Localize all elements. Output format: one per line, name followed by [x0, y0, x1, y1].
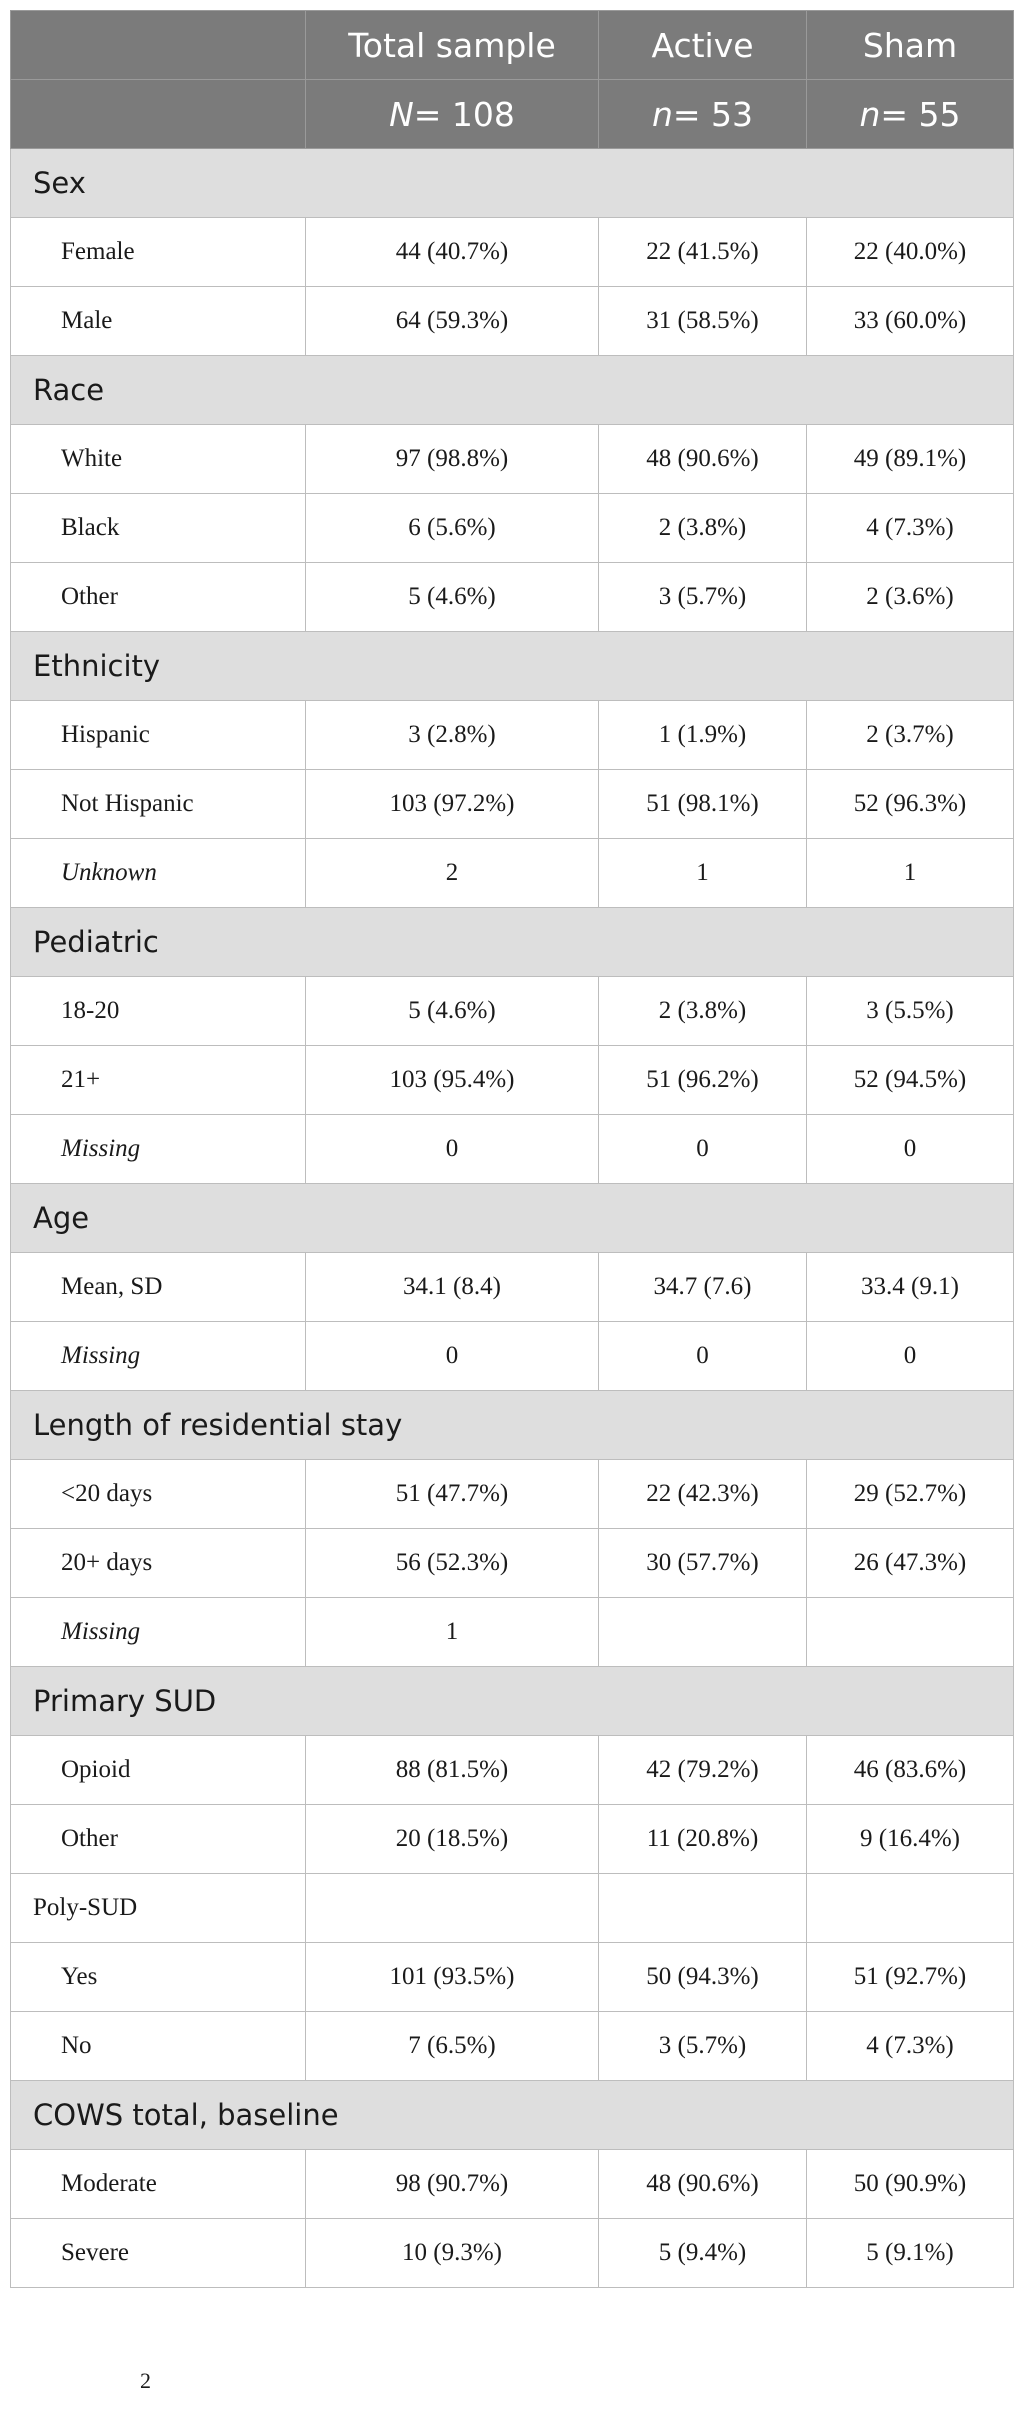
- n-symbol: N: [389, 94, 414, 134]
- header-n-active: [599, 80, 807, 149]
- page-footnote: 2: [140, 2368, 151, 2393]
- cell-active: 34.7 (7.6): [599, 1253, 807, 1322]
- cell-active: 2 (3.8%): [599, 494, 807, 563]
- cell-active: 0: [599, 1322, 807, 1391]
- cell-sham: 0: [807, 1115, 1014, 1184]
- cell-sham: [807, 1874, 1014, 1943]
- table-row: [11, 1115, 1014, 1184]
- cell-sham: 46 (83.6%): [807, 1736, 1014, 1805]
- cell-active: 11 (20.8%): [599, 1805, 807, 1874]
- n-value: = 108: [413, 94, 515, 134]
- cell-total-sample: 97 (98.8%): [306, 425, 599, 494]
- section-title: COWS total, baseline: [11, 2081, 1014, 2150]
- row-label: Other: [11, 1805, 306, 1874]
- cell-sham: 5 (9.1%): [807, 2219, 1014, 2288]
- n-symbol: n: [651, 94, 673, 134]
- table-row: [11, 287, 1014, 356]
- table-row: [11, 563, 1014, 632]
- cell-active: 1 (1.9%): [599, 701, 807, 770]
- row-label: Other: [11, 563, 306, 632]
- cell-total-sample: 1: [306, 1598, 599, 1667]
- cell-sham: 9 (16.4%): [807, 1805, 1014, 1874]
- cell-sham: 33 (60.0%): [807, 287, 1014, 356]
- cell-active: 5 (9.4%): [599, 2219, 807, 2288]
- cell-total-sample: 3 (2.8%): [306, 701, 599, 770]
- section-header-row: [11, 908, 1014, 977]
- cell-total-sample: 5 (4.6%): [306, 563, 599, 632]
- cell-total-sample: 0: [306, 1322, 599, 1391]
- cell-sham: 49 (89.1%): [807, 425, 1014, 494]
- cell-sham: 52 (96.3%): [807, 770, 1014, 839]
- cell-active: 30 (57.7%): [599, 1529, 807, 1598]
- cell-active: [599, 1874, 807, 1943]
- cell-sham: 4 (7.3%): [807, 494, 1014, 563]
- cell-total-sample: 64 (59.3%): [306, 287, 599, 356]
- table-row: [11, 2219, 1014, 2288]
- cell-total-sample: [306, 1874, 599, 1943]
- row-label: Unknown: [11, 839, 306, 908]
- row-label: Missing: [11, 1322, 306, 1391]
- table-row: [11, 218, 1014, 287]
- n-symbol: n: [859, 94, 881, 134]
- row-label: 20+ days: [11, 1529, 306, 1598]
- cell-total-sample: 5 (4.6%): [306, 977, 599, 1046]
- table-row: [11, 770, 1014, 839]
- cell-total-sample: 56 (52.3%): [306, 1529, 599, 1598]
- cell-total-sample: 34.1 (8.4): [306, 1253, 599, 1322]
- section-title: Length of residential stay: [11, 1391, 1014, 1460]
- cell-active: 22 (41.5%): [599, 218, 807, 287]
- cell-total-sample: 10 (9.3%): [306, 2219, 599, 2288]
- header-active: Active: [599, 11, 807, 80]
- demographics-table: [10, 10, 1014, 2288]
- cell-sham: 29 (52.7%): [807, 1460, 1014, 1529]
- section-header-row: [11, 632, 1014, 701]
- header-n-sham: [807, 80, 1014, 149]
- row-label: Poly-SUD: [11, 1874, 306, 1943]
- table-row: [11, 977, 1014, 1046]
- row-label: White: [11, 425, 306, 494]
- cell-total-sample: 20 (18.5%): [306, 1805, 599, 1874]
- cell-sham: 33.4 (9.1): [807, 1253, 1014, 1322]
- cell-sham: 52 (94.5%): [807, 1046, 1014, 1115]
- table-row: [11, 1598, 1014, 1667]
- row-label: 21+: [11, 1046, 306, 1115]
- n-value: = 53: [672, 94, 754, 134]
- table-row: [11, 425, 1014, 494]
- header-row-columns: [11, 11, 1014, 80]
- row-label: Yes: [11, 1943, 306, 2012]
- cell-total-sample: 103 (95.4%): [306, 1046, 599, 1115]
- cell-total-sample: 2: [306, 839, 599, 908]
- cell-active: 3 (5.7%): [599, 2012, 807, 2081]
- row-label: Female: [11, 218, 306, 287]
- table-row: [11, 701, 1014, 770]
- row-label: Opioid: [11, 1736, 306, 1805]
- cell-sham: 4 (7.3%): [807, 2012, 1014, 2081]
- cell-total-sample: 51 (47.7%): [306, 1460, 599, 1529]
- row-label: Male: [11, 287, 306, 356]
- table-row: [11, 839, 1014, 908]
- table-row: [11, 1253, 1014, 1322]
- cell-active: 51 (96.2%): [599, 1046, 807, 1115]
- cell-active: 48 (90.6%): [599, 425, 807, 494]
- section-header-row: [11, 1184, 1014, 1253]
- row-label: Hispanic: [11, 701, 306, 770]
- section-header-row: [11, 2081, 1014, 2150]
- cell-sham: 22 (40.0%): [807, 218, 1014, 287]
- table-row: [11, 1529, 1014, 1598]
- header-empty-cell: [11, 11, 306, 80]
- cell-active: 3 (5.7%): [599, 563, 807, 632]
- table-row: [11, 1805, 1014, 1874]
- section-title: Primary SUD: [11, 1667, 1014, 1736]
- cell-total-sample: 103 (97.2%): [306, 770, 599, 839]
- header-sham: Sham: [807, 11, 1014, 80]
- cell-sham: 2 (3.7%): [807, 701, 1014, 770]
- cell-active: 22 (42.3%): [599, 1460, 807, 1529]
- section-header-row: [11, 1667, 1014, 1736]
- section-title: Ethnicity: [11, 632, 1014, 701]
- row-label: <20 days: [11, 1460, 306, 1529]
- row-label: Severe: [11, 2219, 306, 2288]
- row-label: Black: [11, 494, 306, 563]
- cell-active: 1: [599, 839, 807, 908]
- cell-total-sample: 0: [306, 1115, 599, 1184]
- row-label: Missing: [11, 1115, 306, 1184]
- n-value: = 55: [880, 94, 961, 134]
- header-row-sample-sizes: [11, 80, 1014, 149]
- row-label: Moderate: [11, 2150, 306, 2219]
- section-title: Race: [11, 356, 1014, 425]
- cell-active: 50 (94.3%): [599, 1943, 807, 2012]
- section-title: Sex: [11, 149, 1014, 218]
- section-title: Age: [11, 1184, 1014, 1253]
- table-row: [11, 494, 1014, 563]
- row-label: Missing: [11, 1598, 306, 1667]
- row-label: Not Hispanic: [11, 770, 306, 839]
- section-header-row: [11, 149, 1014, 218]
- cell-total-sample: 88 (81.5%): [306, 1736, 599, 1805]
- cell-total-sample: 101 (93.5%): [306, 1943, 599, 2012]
- row-label: No: [11, 2012, 306, 2081]
- cell-sham: 26 (47.3%): [807, 1529, 1014, 1598]
- row-label: Mean, SD: [11, 1253, 306, 1322]
- cell-total-sample: 44 (40.7%): [306, 218, 599, 287]
- table-row: [11, 1943, 1014, 2012]
- section-header-row: [11, 1391, 1014, 1460]
- cell-sham: 1: [807, 839, 1014, 908]
- cell-sham: 50 (90.9%): [807, 2150, 1014, 2219]
- cell-active: 48 (90.6%): [599, 2150, 807, 2219]
- cell-active: 31 (58.5%): [599, 287, 807, 356]
- cell-total-sample: 7 (6.5%): [306, 2012, 599, 2081]
- table-row: [11, 1874, 1014, 1943]
- table-row: [11, 1046, 1014, 1115]
- section-header-row: [11, 356, 1014, 425]
- section-title: Pediatric: [11, 908, 1014, 977]
- header-n-total: [306, 80, 599, 149]
- cell-active: [599, 1598, 807, 1667]
- header-empty-cell: [11, 80, 306, 149]
- cell-sham: 2 (3.6%): [807, 563, 1014, 632]
- table-row: [11, 1736, 1014, 1805]
- cell-active: 51 (98.1%): [599, 770, 807, 839]
- cell-active: 0: [599, 1115, 807, 1184]
- row-label: 18-20: [11, 977, 306, 1046]
- cell-sham: 3 (5.5%): [807, 977, 1014, 1046]
- table-row: [11, 1460, 1014, 1529]
- table-row: [11, 2150, 1014, 2219]
- header-total-sample: Total sample: [306, 11, 599, 80]
- cell-sham: [807, 1598, 1014, 1667]
- table-body: [11, 149, 1014, 2288]
- table-row: [11, 2012, 1014, 2081]
- cell-total-sample: 6 (5.6%): [306, 494, 599, 563]
- cell-sham: 0: [807, 1322, 1014, 1391]
- cell-total-sample: 98 (90.7%): [306, 2150, 599, 2219]
- cell-active: 42 (79.2%): [599, 1736, 807, 1805]
- table-row: [11, 1322, 1014, 1391]
- cell-active: 2 (3.8%): [599, 977, 807, 1046]
- cell-sham: 51 (92.7%): [807, 1943, 1014, 2012]
